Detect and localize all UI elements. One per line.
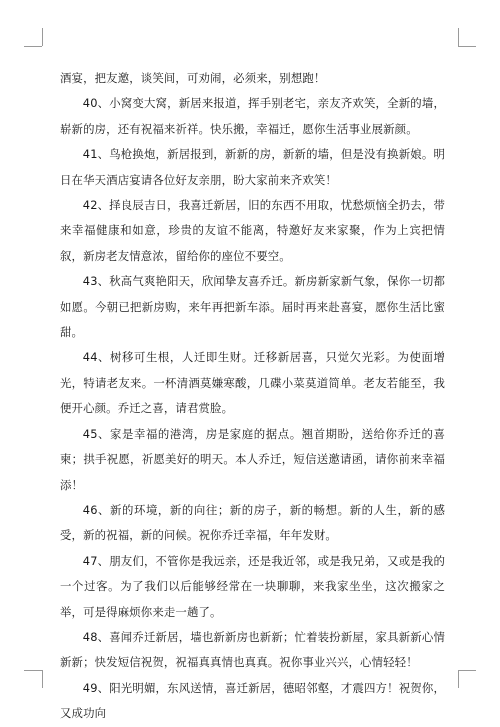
paragraph-continuation: 酒宴，把友邀，谈笑间，可劝闹，必须来，别想跑！ — [60, 71, 326, 85]
paragraph-41: 41、鸟枪换炮，新居报到，新新的房，新新的墙，但是没有换新娘。明日在华天酒店宴请各位好友亲朋，盼大家前来齐欢笑！ — [60, 147, 445, 187]
paragraph-48: 48、喜闻乔迁新居，墙也新新房也新新；忙着装扮新屋，家具新新心情新新；快发短信祝贺，祝福真真情也真真。祝你事业兴兴，心情轻轻！ — [60, 629, 445, 670]
crop-mark-top-left-v — [42, 28, 43, 46]
crop-mark-top-right-v — [458, 28, 459, 46]
paragraph-46: 46、新的环境，新的向往；新的房子，新的畅想。新的人生，新的感受，新的祝福，新的问候。祝你乔迁幸福，年年发财。 — [60, 502, 445, 543]
crop-mark-bottom-right-h — [458, 670, 476, 671]
paragraph-47: 47、朋友们，不管你是我远亲，还是我近邻，或是我兄弟，又或是我的一个过客。为了我们以后能够经常在一块聊聊，来我家坐坐，这次搬家之举，可是得麻烦你来走一趟了。 — [60, 553, 445, 619]
paragraph-49: 49、阳光明媚，东风送情，喜迁新居，德昭邻壑，才震四方！祝贺你，又成功向 — [60, 680, 445, 721]
crop-mark-top-left-h — [24, 46, 42, 47]
paragraph-45: 45、家是幸福的港湾，房是家庭的据点。翘首期盼，送给你乔迁的喜柬；拱手祝愿，祈愿美好的明天。本人乔迁，短信送邀请函，请你前来幸福添！ — [60, 426, 445, 492]
crop-mark-bottom-left-h — [24, 670, 42, 671]
crop-mark-bottom-right-v — [458, 670, 459, 688]
paragraph-43: 43、秋高气爽艳阳天，欣闻挚友喜乔迁。新房新家新气象，保你一切都如愿。今朝已把新房购，来年再把新车添。届时再来赴喜宴，愿你生活比蜜甜。 — [60, 274, 445, 340]
paragraph-44: 44、树移可生根，人迁即生财。迁移新居喜，只觉欠光彩。为使面增光，特请老友来。一杯清酒莫嫌寒酸，几碟小菜莫道简单。老友若能至，我便开心颜。乔迁之喜，请君赏脸。 — [60, 350, 445, 416]
paragraph-40: 40、小窝变大窝，新居来报道，挥手别老宅，亲友齐欢笑，全新的墙，崭新的房，还有祝福来祈祥。快乐搬，幸福迁，愿你生活事业展新颜。 — [60, 96, 445, 136]
crop-mark-bottom-left-v — [42, 670, 43, 688]
document-body — [60, 66, 445, 727]
paragraph-42: 42、择良辰吉日，我喜迁新居，旧的东西不用取，忧愁烦恼全扔去，带来幸福健康和如意，珍贵的友谊不能离，特邀好友来家聚，作为上宾把情叙，新房老友情意浓，留给你的座位不要空。 — [60, 198, 445, 263]
crop-mark-top-right-h — [458, 46, 476, 47]
